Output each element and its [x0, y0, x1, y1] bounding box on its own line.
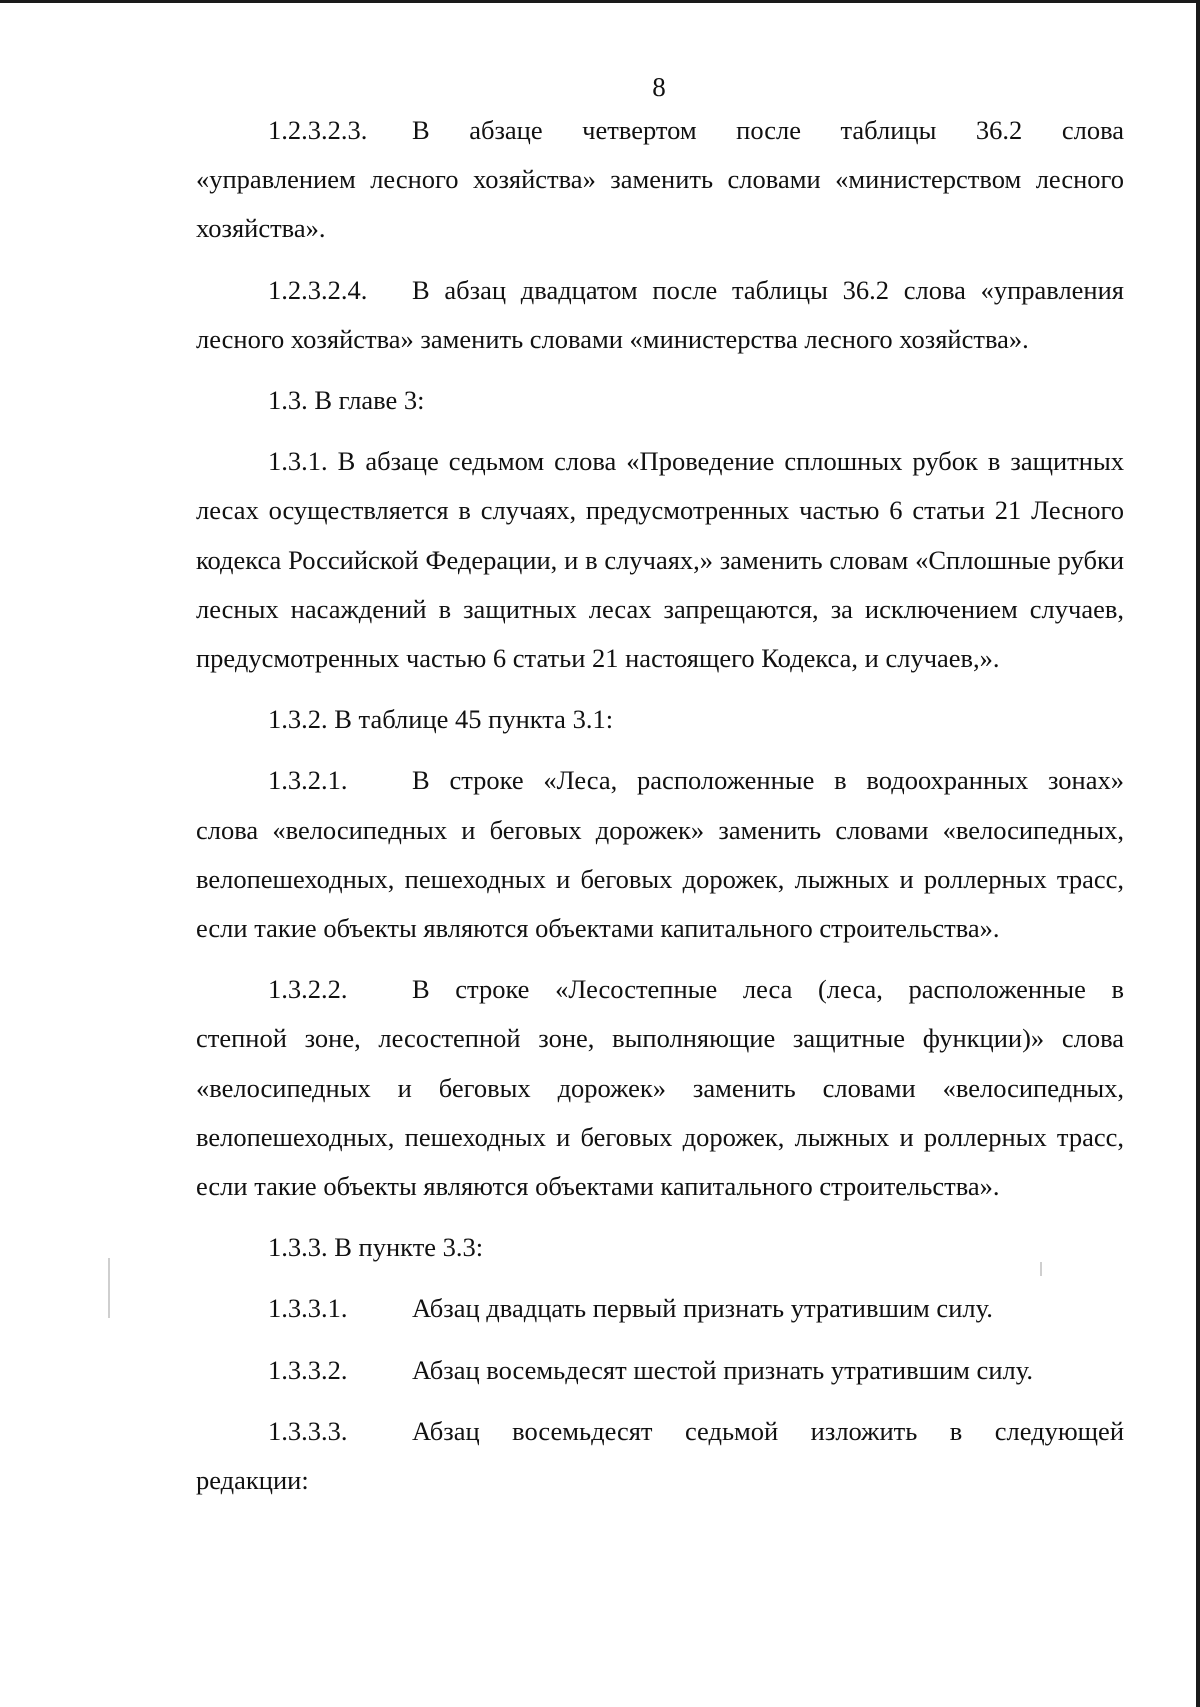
paragraph-first-line: [268, 106, 1124, 155]
scan-border-right: [1196, 0, 1200, 1707]
paragraph-first-line: [268, 266, 1124, 315]
clause-continuation: редакции:: [196, 1465, 309, 1496]
clause-text: В абзац двадцатом после таблицы 36.2 слова «управления: [412, 274, 1124, 305]
clause-number: 1.3.3.1.: [268, 1293, 348, 1324]
document-body: [196, 106, 1124, 1505]
clause-continuation: лесного хозяйства» заменить словами «министерства лесного хозяйства».: [196, 323, 1029, 354]
clause-number: 1.3.2.1.: [268, 765, 348, 796]
paragraph-1-3-1: 1.3.1. В абзаце седьмом слова «Проведение сплошных рубок в защитных лесах осуществляется в случаях, предусмотренных частью 6 статьи 21 Лесного кодекса Российской Федерации, и в случаях,» заменить словам «Сплошные рубки лесных насаждений в защитных лесах запрещаются, за исключением случаев, предусмотренных частью 6 статьи 21 настоящего Кодекса, и случаев,».: [196, 446, 1124, 674]
paragraph-1-3-3: 1.3.3. В пункте 3.3:: [268, 1232, 484, 1263]
clause-continuation: степной зоне, лесостепной зоне, выполняющие защитные функции)» слова «велосипедных и беговых дорожек» заменить словами «велосипедных, велопешеходных, пешеходных и беговых дорожек, лыжных и роллерных трасс, если такие объекты являются объектами капитального строительства».: [196, 1023, 1124, 1202]
paragraph-1-3-3-2: [268, 1346, 1124, 1395]
clause-number: 1.3.3.3.: [268, 1415, 348, 1446]
paragraph-1-2-3-2-3: [196, 106, 1124, 254]
scan-artifact-right: [1040, 1262, 1042, 1276]
paragraph-first-line: [268, 965, 1124, 1014]
paragraph-1-3-2-2: [196, 965, 1124, 1211]
clause-continuation: слова «велосипедных и беговых дорожек» заменить словами «велосипедных, велопешеходных, пешеходных и беговых дорожек, лыжных и роллерных трасс, если такие объекты являются объектами капитального строительства».: [196, 814, 1124, 944]
paragraph-first-line: [268, 1407, 1124, 1456]
paragraph-1-3-2: 1.3.2. В таблице 45 пункта 3.1:: [268, 704, 614, 735]
clause-number: 1.3.3.2.: [268, 1354, 348, 1385]
clause-text: В строке «Леса, расположенные в водоохранных зонах»: [412, 765, 1124, 796]
paragraph-first-line: [268, 756, 1124, 805]
paragraph-1-3: 1.3. В главе 3:: [268, 385, 425, 416]
clause-text: Абзац восемьдесят шестой признать утратившим силу.: [412, 1354, 1033, 1385]
clause-text: В строке «Лесостепные леса (леса, расположенные в: [412, 974, 1124, 1005]
paragraph-1-3-2-1: [196, 756, 1124, 953]
paragraph-1-2-3-2-4: [196, 266, 1124, 364]
clause-continuation: «управлением лесного хозяйства» заменить словами «министерством лесного хозяйства».: [196, 164, 1124, 244]
clause-text: Абзац восемьдесят седьмой изложить в следующей: [412, 1415, 1124, 1446]
page-number: 8: [652, 72, 666, 102]
scan-border-top: [0, 0, 1200, 3]
clause-number: 1.2.3.2.3.: [268, 115, 368, 145]
paragraph-1-3-3-1: [268, 1284, 1124, 1333]
paragraph-1-3-3-3: [196, 1407, 1124, 1505]
clause-text: Абзац двадцать первый признать утратившим силу.: [412, 1293, 993, 1324]
clause-number: 1.3.2.2.: [268, 974, 348, 1005]
clause-number: 1.2.3.2.4.: [268, 274, 368, 305]
scan-artifact-left: [108, 1258, 110, 1318]
clause-text: В абзаце четвертом после таблицы 36.2 слова: [412, 115, 1124, 145]
